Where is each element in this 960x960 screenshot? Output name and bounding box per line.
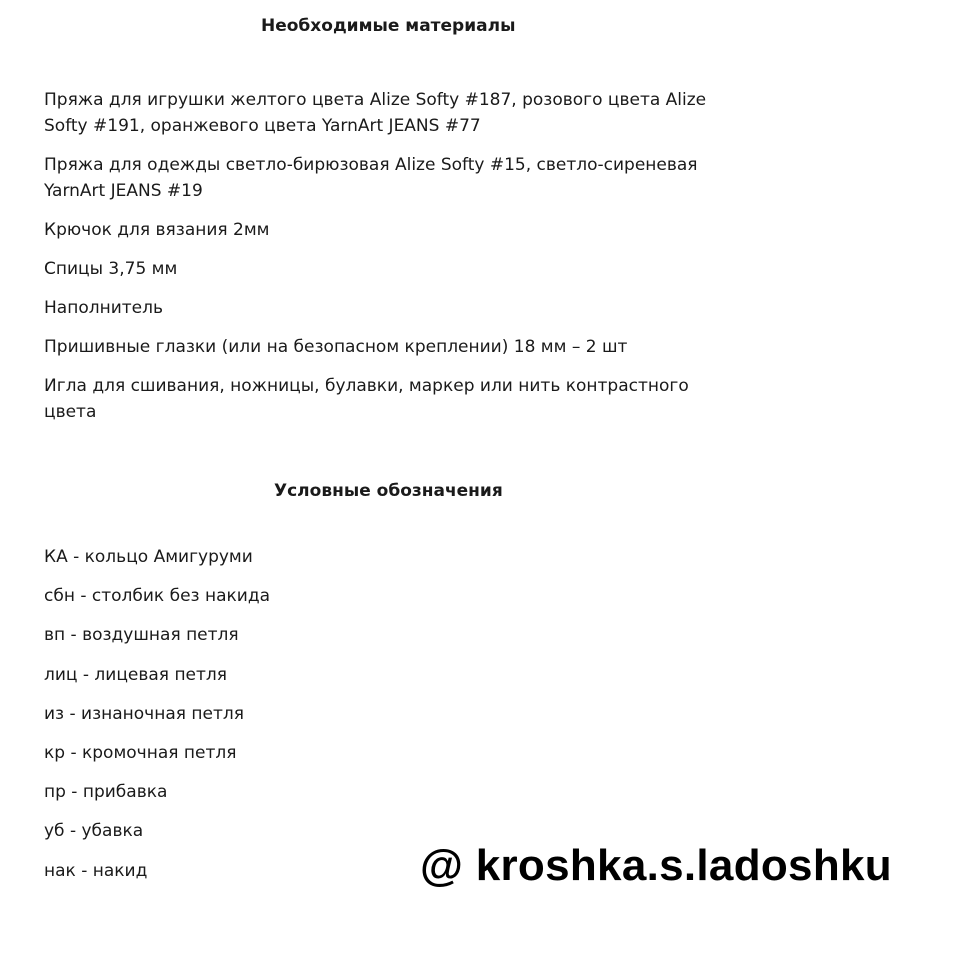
legend-title: Условные обозначения [274,481,503,501]
legend-item-iz: из - изнаночная петля [44,703,244,724]
materials-item-yarn-clothes: Пряжа для одежды светло-бирюзовая Alize Softy #15, светло-сиреневая YarnArt JEANS #19 [44,155,698,201]
author-watermark: @ kroshka.s.ladoshku [420,841,892,890]
legend-item-kr: кр - кромочная петля [44,742,237,763]
legend-item-pr: пр - прибавка [44,782,168,803]
legend-item-sbn: сбн - столбик без накида [44,586,271,607]
materials-title: Необходимые материалы [261,16,516,36]
legend-item-lic: лиц - лицевая петля [44,664,228,685]
materials-list [44,87,734,438]
legend-item-ka: КА - кольцо Амигуруми [44,547,253,567]
materials-item-filler: Наполнитель [44,298,163,318]
legend-item-ub: уб - убавка [44,821,144,842]
materials-item-hook: Крючок для вязания 2мм [44,220,270,240]
materials-item-yarn-toy: Пряжа для игрушки желтого цвета Alize Softy #187, розового цвета Alize Softy #191, оранжевого цвета YarnArt JEANS #77 [44,90,707,136]
materials-item-tools: Игла для сшивания, ножницы, булавки, маркер или нить контрастного цвета [44,376,689,422]
legend-item-nak: нак - накид [44,860,148,881]
materials-item-needles: Спицы 3,75 мм [44,259,178,279]
legend-list [44,545,270,898]
materials-item-eyes: Пришивные глазки (или на безопасном креплении) 18 мм – 2 шт [44,337,628,357]
legend-item-vp: вп - воздушная петля [44,625,239,646]
